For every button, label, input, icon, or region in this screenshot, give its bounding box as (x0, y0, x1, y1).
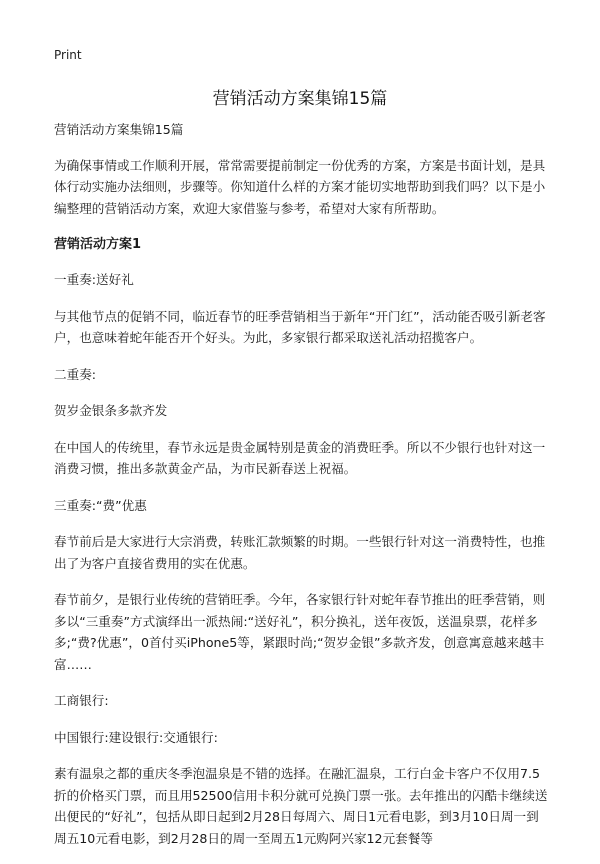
paragraph-8: 春节前夕，是银行业传统的营销旺季。今年，各家银行针对蛇年春节推出的旺季营销，则多以“三重奏”方式演绎出一派热闹:“送好礼”，积分换礼，送年夜饭，送温泉票，花样多多;“费?优惠”，0首付买iPhone5等，紧跟时尚;“贺岁金银”多款齐发，创意寓意越来越丰富…… (54, 592, 546, 672)
intro-paragraph: 为确保事情或工作顺利开展，常常需要提前制定一份优秀的方案，方案是书面计划，是具体行动实施办法细则，步骤等。你知道什么样的方案才能切实地帮助到我们吗？以下是小编整理的营销活动方案，欢迎大家借鉴与参考，希望对大家有所帮助。 (54, 157, 546, 216)
paragraph-2: 与其他节点的促销不同，临近春节的旺季营销相当于新年“开门红”，活动能否吸引新老客户，也意味着蛇年能否开个好头。为此，多家银行都采取送礼活动招揽客户。 (54, 308, 546, 345)
paragraph-6: 三重奏:“费”优惠 (54, 497, 147, 513)
paragraph-9: 工商银行: (54, 693, 109, 708)
paragraph-11: 素有温泉之都的重庆冬季泡温泉是不错的选择。在融汇温泉，工行白金卡客户不仅用7.5折的价格买门票，而且用52500信用卡积分就可兑换门票一张。去年推出的闪酷卡继续送出便民的“好礼”，包括从即日起到2月28日每周六、周日1元看电影，到3月10日周一到周五10元看电影，到2月28日的周一至周五1元购阿兴家12元套餐等 (54, 766, 548, 846)
paragraph-3: 二重奏: (54, 366, 97, 382)
paragraph-5: 在中国人的传统里，春节永远是贵金属特别是黄金的消费旺季。所以不少银行也针对这一消费习惯，推出多款黄金产品，为市民新春送上祝福。 (54, 439, 546, 476)
section-heading: 营销活动方案1 (54, 237, 142, 252)
article-subtitle: 营销活动方案集锦15篇 (54, 122, 184, 137)
paragraph-7: 春节前后是大家进行大宗消费，转账汇款频繁的时期。一些银行针对这一消费特性，也推出了为客户直接省费用的实在优惠。 (54, 534, 546, 571)
article-body (54, 119, 548, 864)
paragraph-10: 中国银行:建设银行:交通银行: (54, 729, 218, 745)
paragraph-4: 贺岁金银条多款齐发 (54, 403, 168, 418)
page-title: 营销活动方案集锦15篇 (212, 89, 388, 109)
paragraph-1: 一重奏:送好礼 (54, 272, 134, 287)
print-link[interactable]: Print (54, 48, 82, 62)
